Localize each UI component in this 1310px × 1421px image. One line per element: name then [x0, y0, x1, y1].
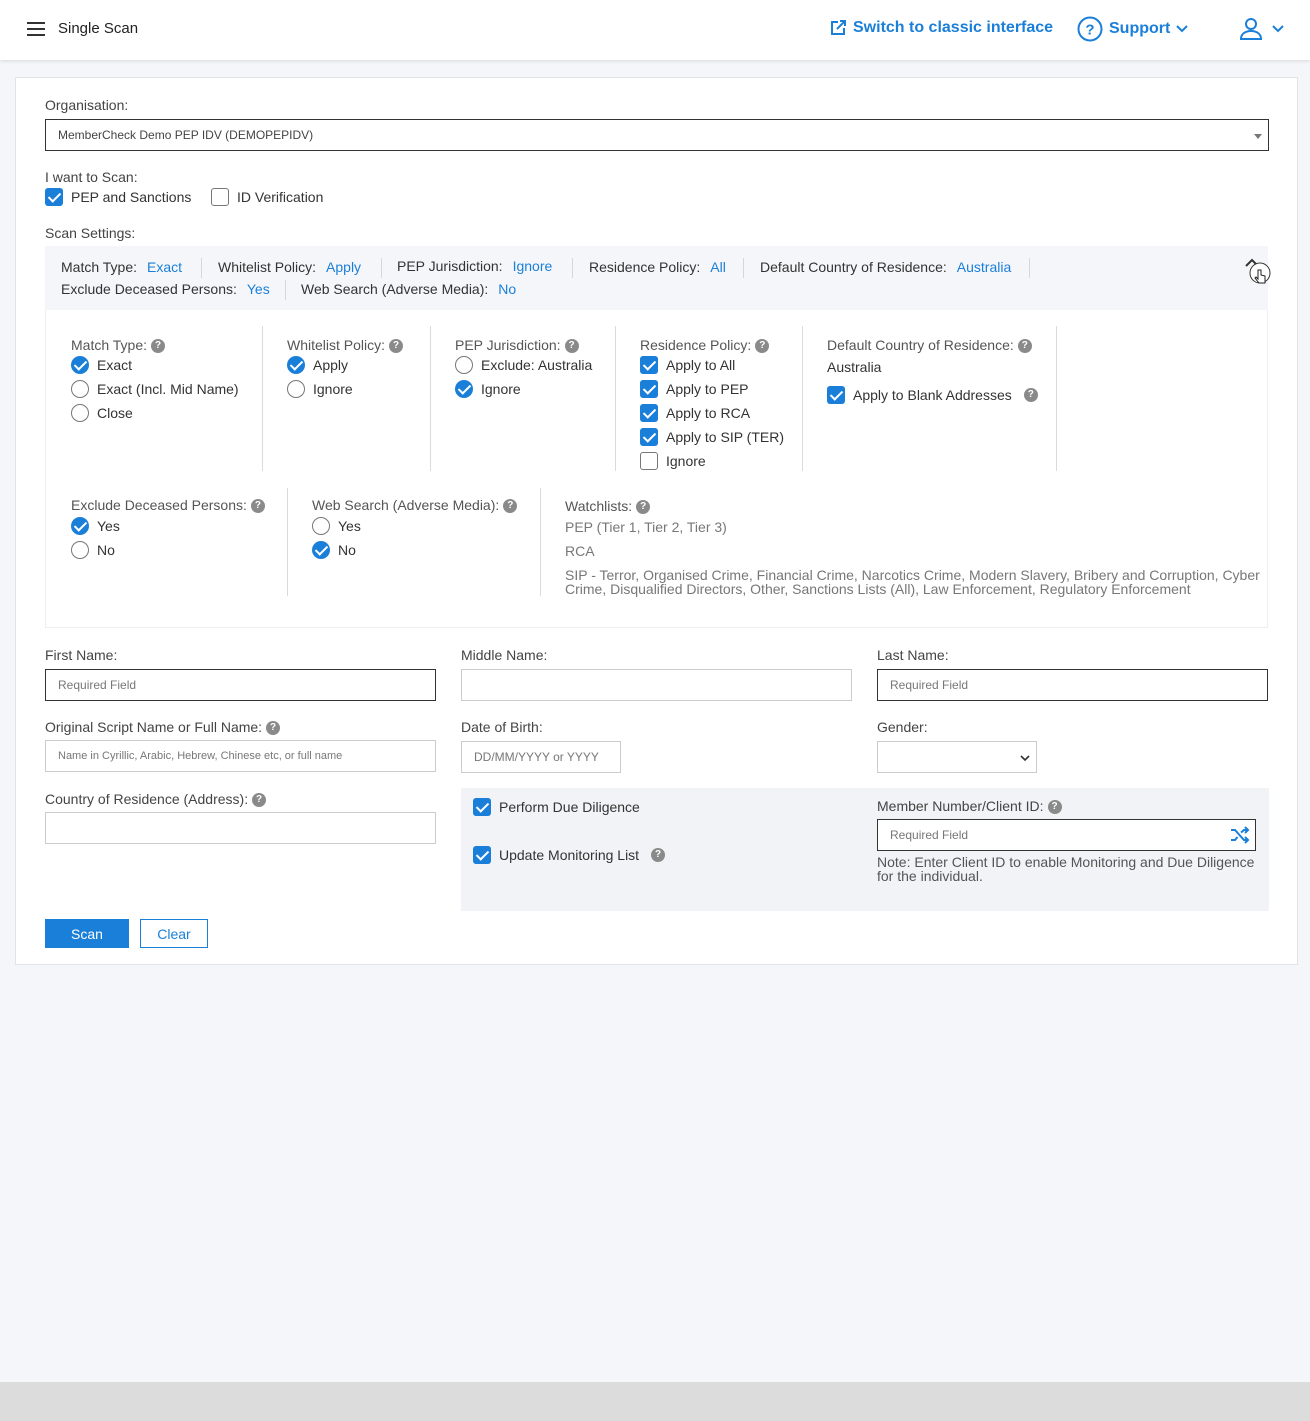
- help-icon[interactable]: ?: [1018, 339, 1032, 353]
- summary-match-type: Match Type: Exact: [61, 259, 183, 275]
- member-number-label: Member Number/Client ID: ?: [877, 798, 1062, 814]
- dob-label: Date of Birth:: [461, 719, 543, 735]
- residence-sip-checkbox[interactable]: Apply to SIP (TER): [640, 428, 784, 446]
- web-search-yes-radio[interactable]: Yes: [312, 517, 361, 535]
- scan-settings-panel: [45, 310, 1268, 628]
- radio-checked-icon: [71, 356, 89, 374]
- checkbox-checked-icon: [640, 404, 658, 422]
- first-name-input[interactable]: Required Field: [45, 669, 436, 701]
- page-title: Single Scan: [58, 20, 139, 37]
- watchlists-title: Watchlists: ?: [565, 498, 650, 514]
- summary-pep-jurisdiction: PEP Jurisdiction: Ignore: [397, 258, 553, 274]
- residence-pep-checkbox[interactable]: Apply to PEP: [640, 380, 749, 398]
- help-icon[interactable]: ?: [251, 499, 265, 513]
- apply-blank-addresses-checkbox[interactable]: Apply to Blank Addresses ?: [827, 386, 1038, 404]
- scan-form-card: [15, 77, 1298, 965]
- menu-icon[interactable]: [27, 22, 45, 36]
- help-icon[interactable]: ?: [636, 500, 650, 514]
- pep-sanctions-label: PEP and Sanctions: [71, 189, 192, 205]
- organisation-select[interactable]: [45, 119, 1269, 151]
- id-verification-label: ID Verification: [237, 189, 324, 205]
- residence-title: Residence Policy: ?: [640, 337, 769, 353]
- member-number-input[interactable]: Required Field: [877, 819, 1256, 851]
- monitoring-panel: [461, 788, 1269, 911]
- web-search-no-radio[interactable]: No: [312, 541, 356, 559]
- help-circle-icon: [1077, 16, 1103, 42]
- cursor-hand-icon: [1249, 262, 1271, 288]
- match-close-radio[interactable]: Close: [71, 404, 133, 422]
- scan-types-label: I want to Scan:: [45, 169, 138, 185]
- summary-web-search: Web Search (Adverse Media): No: [301, 281, 517, 297]
- help-icon[interactable]: ?: [151, 339, 165, 353]
- radio-checked-icon: [455, 380, 473, 398]
- support-menu-button[interactable]: [1077, 16, 1188, 42]
- switch-classic-link[interactable]: [828, 18, 1053, 38]
- due-diligence-checkbox[interactable]: Perform Due Diligence: [473, 798, 640, 816]
- whitelist-apply-radio[interactable]: Apply: [287, 356, 348, 374]
- dob-input[interactable]: DD/MM/YYYY or YYYY: [461, 741, 621, 773]
- id-verification-checkbox[interactable]: [211, 188, 323, 206]
- radio-unchecked-icon: [455, 356, 473, 374]
- summary-whitelist: Whitelist Policy: Apply: [218, 259, 362, 275]
- help-icon[interactable]: ?: [266, 721, 280, 735]
- pep-ignore-radio[interactable]: Ignore: [455, 380, 521, 398]
- organisation-value: MemberCheck Demo PEP IDV (DEMOPEPIDV): [58, 128, 314, 142]
- chevron-down-icon: [1020, 755, 1030, 762]
- deceased-no-radio[interactable]: No: [71, 541, 115, 559]
- residence-all-checkbox[interactable]: Apply to All: [640, 356, 735, 374]
- chevron-down-icon: [1176, 25, 1188, 33]
- default-country-value: Australia: [827, 359, 882, 375]
- deceased-title: Exclude Deceased Persons: ?: [71, 497, 265, 513]
- radio-unchecked-icon: [312, 517, 330, 535]
- pep-sanctions-checkbox[interactable]: [45, 188, 191, 206]
- first-name-label: First Name:: [45, 647, 118, 663]
- watchlist-sip-line1: SIP - Terror, Organised Crime, Financial Crime, Narcotics Crime, Modern Slavery, Bribery and Corruption, Cyber: [565, 567, 1260, 583]
- client-id-note: Note: Enter Client ID to enable Monitoring and Due Diligence for the individual.: [877, 854, 1255, 884]
- whitelist-title: Whitelist Policy: ?: [287, 337, 403, 353]
- help-icon[interactable]: ?: [651, 848, 665, 862]
- country-label: Country of Residence (Address): ?: [45, 791, 266, 807]
- pep-exclude-radio[interactable]: Exclude: Australia: [455, 356, 592, 374]
- middle-name-input[interactable]: [461, 669, 852, 701]
- checkbox-checked-icon: [827, 386, 845, 404]
- last-name-label: Last Name:: [877, 647, 949, 663]
- clear-button[interactable]: Clear: [140, 919, 208, 948]
- radio-unchecked-icon: [71, 380, 89, 398]
- middle-name-label: Middle Name:: [461, 647, 548, 663]
- checkbox-checked-icon: [45, 188, 63, 206]
- pep-jurisdiction-title: PEP Jurisdiction: ?: [455, 337, 579, 353]
- web-search-title: Web Search (Adverse Media): ?: [312, 497, 517, 513]
- checkbox-checked-icon: [473, 846, 491, 864]
- help-icon[interactable]: ?: [1048, 800, 1062, 814]
- help-icon[interactable]: ?: [1024, 388, 1038, 402]
- user-icon: [1238, 16, 1264, 42]
- watchlist-sip-line2: Crime, Disqualified Directors, Other, Sanctions Lists (All), Law Enforcement, Regulatory Enforcement: [565, 581, 1191, 597]
- top-bar: [0, 0, 1310, 60]
- radio-unchecked-icon: [71, 541, 89, 559]
- gender-select[interactable]: [877, 741, 1037, 773]
- radio-unchecked-icon: [71, 404, 89, 422]
- help-icon[interactable]: ?: [252, 793, 266, 807]
- match-exact-radio[interactable]: Exact: [71, 356, 132, 374]
- external-link-icon: [828, 18, 848, 38]
- footer-bar: [0, 1382, 1310, 1421]
- deceased-yes-radio[interactable]: Yes: [71, 517, 120, 535]
- scan-settings-label: Scan Settings:: [45, 225, 136, 241]
- watchlist-rca: RCA: [565, 543, 595, 559]
- shuffle-icon[interactable]: [1230, 826, 1250, 844]
- gender-label: Gender:: [877, 719, 928, 735]
- checkbox-unchecked-icon: [640, 452, 658, 470]
- match-exact-mid-radio[interactable]: Exact (Incl. Mid Name): [71, 380, 239, 398]
- whitelist-ignore-radio[interactable]: Ignore: [287, 380, 353, 398]
- checkbox-checked-icon: [640, 356, 658, 374]
- summary-deceased: Exclude Deceased Persons: Yes: [61, 281, 270, 297]
- user-menu-button[interactable]: [1238, 16, 1284, 42]
- original-script-label: Original Script Name or Full Name: ?: [45, 719, 280, 735]
- help-icon[interactable]: ?: [755, 339, 769, 353]
- match-type-title: Match Type: ?: [71, 337, 165, 353]
- checkbox-checked-icon: [640, 428, 658, 446]
- last-name-input[interactable]: Required Field: [877, 669, 1268, 701]
- help-icon[interactable]: ?: [389, 339, 403, 353]
- summary-residence: Residence Policy: All: [589, 259, 726, 275]
- checkbox-checked-icon: [640, 380, 658, 398]
- residence-rca-checkbox[interactable]: Apply to RCA: [640, 404, 750, 422]
- scan-button[interactable]: Scan: [45, 919, 129, 948]
- support-label: Support: [1109, 20, 1171, 37]
- watchlist-pep: PEP (Tier 1, Tier 2, Tier 3): [565, 519, 727, 535]
- radio-checked-icon: [287, 356, 305, 374]
- checkbox-unchecked-icon: [211, 188, 229, 206]
- radio-checked-icon: [312, 541, 330, 559]
- radio-unchecked-icon: [287, 380, 305, 398]
- svg-text:?: ?: [1085, 21, 1095, 39]
- original-script-input[interactable]: Name in Cyrillic, Arabic, Hebrew, Chinese etc, or full name: [45, 740, 436, 772]
- radio-checked-icon: [71, 517, 89, 535]
- default-country-title: Default Country of Residence: ?: [827, 337, 1032, 353]
- caret-down-icon: [1254, 134, 1262, 139]
- residence-ignore-checkbox[interactable]: Ignore: [640, 452, 706, 470]
- summary-default-country: Default Country of Residence: Australia: [760, 259, 1012, 275]
- scan-settings-summary[interactable]: [45, 246, 1268, 310]
- country-input[interactable]: [45, 812, 436, 844]
- chevron-down-icon: [1272, 25, 1284, 33]
- help-icon[interactable]: ?: [503, 499, 517, 513]
- organisation-label: Organisation:: [45, 97, 129, 113]
- switch-classic-label: Switch to classic interface: [853, 19, 1054, 36]
- monitoring-checkbox[interactable]: Update Monitoring List ?: [473, 846, 665, 864]
- checkbox-checked-icon: [473, 798, 491, 816]
- help-icon[interactable]: ?: [565, 339, 579, 353]
